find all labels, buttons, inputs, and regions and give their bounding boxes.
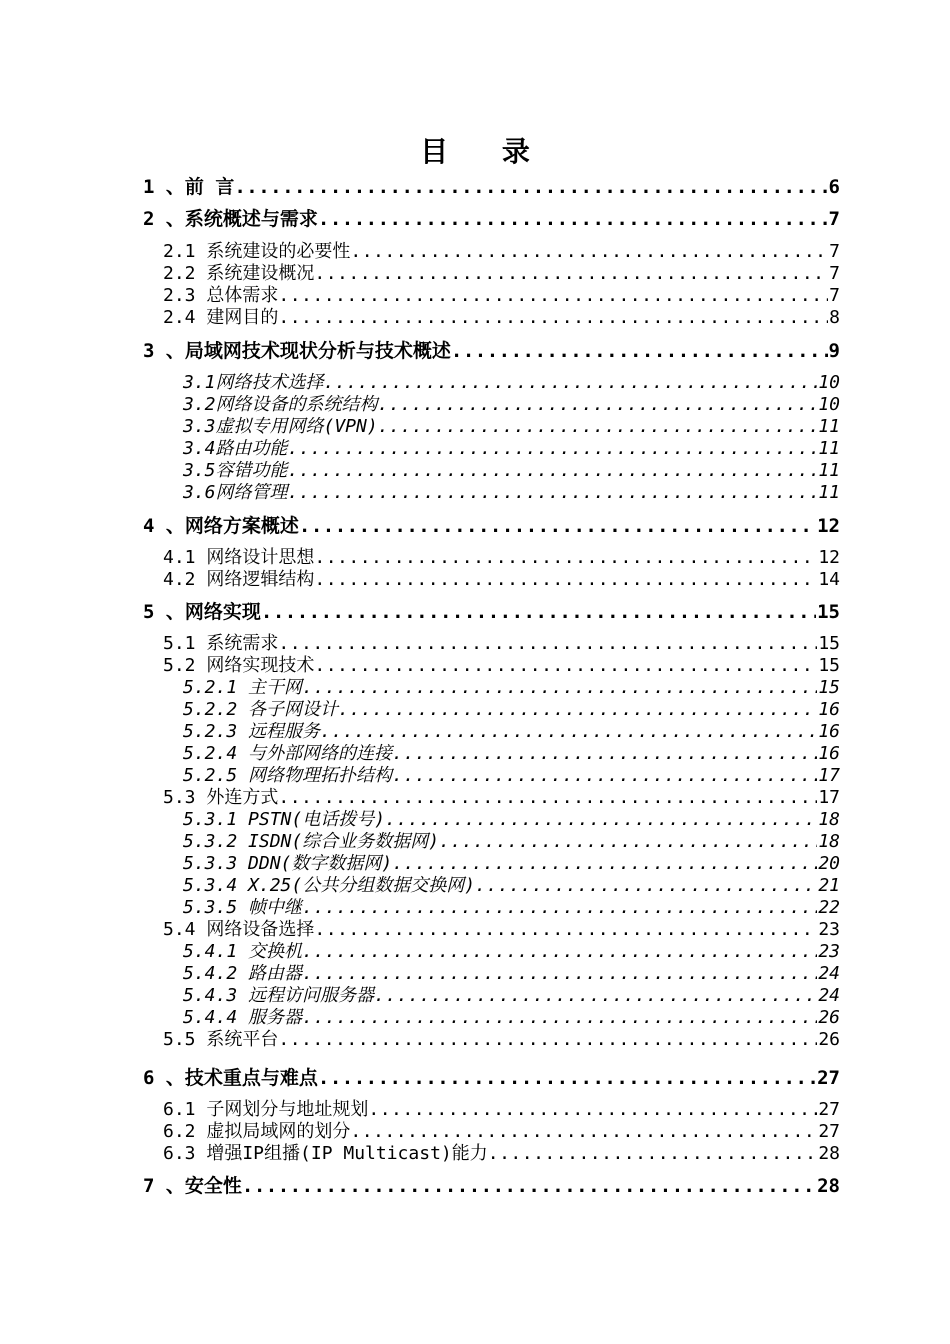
toc-entry-page-number: 26	[818, 1007, 840, 1028]
toc-entry-page-number: 18	[818, 831, 840, 852]
toc-entry-page-number: 10	[818, 394, 840, 415]
toc-entry-page-number: 12	[817, 515, 840, 537]
toc-entry-label: 3.3虚拟专用网络(VPN)	[183, 416, 378, 437]
toc-entry[interactable]	[163, 565, 840, 591]
toc-entry-page-number: 11	[818, 416, 840, 437]
toc-entry-label: 2.1 系统建设的必要性	[163, 241, 351, 262]
toc-entry-label: 3 、局域网技术现状分析与技术概述	[143, 340, 451, 362]
toc-entry-page-number: 22	[818, 897, 840, 918]
dot-leader	[288, 482, 818, 503]
toc-entry-page-number: 9	[828, 340, 840, 362]
toc-entry-label: 5.2.5 网络物理拓扑结构	[183, 765, 393, 786]
toc-entry[interactable]	[143, 336, 840, 363]
toc-entry-label: 5.5 系统平台	[163, 1029, 279, 1050]
toc-entry-page-number: 15	[817, 601, 840, 623]
toc-entry-page-number: 16	[818, 699, 840, 720]
toc-entry-page-number: 7	[829, 263, 840, 284]
toc-entry-page-number: 15	[818, 633, 840, 654]
toc-entry-label: 1 、前 言	[143, 176, 235, 198]
toc-entry-page-number: 27	[818, 1099, 840, 1120]
toc-entry-page-number: 27	[817, 1067, 840, 1089]
toc-entry-label: 5.4.2 路由器	[183, 963, 303, 984]
dot-leader	[299, 515, 816, 537]
toc-entry-label: 3.1网络技术选择	[183, 372, 324, 393]
toc-entry-label: 5.3.5 帧中继	[183, 897, 303, 918]
toc-entry-label: 5.2.2 各子网设计	[183, 699, 339, 720]
dot-leader	[278, 1029, 817, 1050]
toc-entry-page-number: 7	[828, 208, 840, 230]
toc-entry-label: 7 、安全性	[143, 1175, 242, 1197]
toc-entry-page-number: 23	[818, 919, 840, 940]
toc-entry-label: 5.1 系统需求	[163, 633, 279, 654]
dot-leader	[318, 1067, 816, 1089]
toc-entry-label: 4 、网络方案概述	[143, 515, 299, 537]
toc-entry[interactable]	[143, 1063, 840, 1090]
toc-entry-page-number: 24	[818, 985, 840, 1006]
toc-entry-label: 5.3 外连方式	[163, 787, 279, 808]
toc-entry-label: 5.2.1 主干网	[183, 677, 303, 698]
toc-entry-page-number: 27	[818, 1121, 840, 1142]
toc-entry-page-number: 7	[829, 285, 840, 306]
toc-entry-label: 6 、技术重点与难点	[143, 1067, 318, 1089]
toc-entry[interactable]	[143, 1171, 840, 1198]
toc-entry-label: 5.2.3 远程服务	[183, 721, 321, 742]
toc-entry-label: 6.1 子网划分与地址规划	[163, 1099, 369, 1120]
toc-entry-label: 5 、网络实现	[143, 601, 261, 623]
toc-entry-page-number: 11	[818, 460, 840, 481]
toc-entry[interactable]	[163, 303, 840, 329]
toc-entry-page-number: 17	[818, 765, 840, 786]
dot-leader	[451, 340, 828, 362]
toc-entry-page-number: 7	[829, 241, 840, 262]
toc-entry-label: 2.3 总体需求	[163, 285, 279, 306]
toc-entry-label: 5.4.3 远程访问服务器	[183, 985, 375, 1006]
dot-leader	[488, 1143, 818, 1164]
toc-entry-page-number: 18	[818, 809, 840, 830]
dot-leader	[278, 307, 828, 328]
toc-title: 目 录	[420, 135, 552, 168]
toc-entry-page-number: 28	[818, 1143, 840, 1164]
toc-entry-label: 5.2.4 与外部网络的连接	[183, 743, 393, 764]
dot-leader	[242, 1175, 816, 1197]
toc-entry[interactable]	[163, 1139, 840, 1165]
toc-entry[interactable]	[163, 1025, 840, 1051]
toc-entry-label: 5.3.3 DDN(数字数据网)	[183, 853, 393, 874]
toc-entry-label: 3.2网络设备的系统结构	[183, 394, 378, 415]
toc-entry-page-number: 15	[818, 677, 840, 698]
toc-entry-label: 5.3.1 PSTN(电话拨号)	[183, 809, 386, 830]
dot-leader	[234, 176, 827, 198]
toc-entry-page-number: 16	[818, 721, 840, 742]
toc-entry[interactable]	[143, 204, 840, 231]
toc-entry-page-number: 8	[829, 307, 840, 328]
toc-entry-label: 6.2 虚拟局域网的划分	[163, 1121, 351, 1142]
toc-entry-label: 2.2 系统建设概况	[163, 263, 315, 284]
toc-entry-page-number: 28	[817, 1175, 840, 1197]
toc-entry-page-number: 15	[818, 655, 840, 676]
toc-entry[interactable]	[143, 511, 840, 538]
toc-entry-label: 5.4.1 交换机	[183, 941, 303, 962]
toc-entry-label: 3.5容错功能	[183, 460, 288, 481]
toc-entry-label: 5.4.4 服务器	[183, 1007, 303, 1028]
toc-entry-page-number: 16	[818, 743, 840, 764]
toc-entry-page-number: 10	[818, 372, 840, 393]
toc-entry[interactable]	[143, 172, 840, 199]
dot-leader	[314, 569, 817, 590]
toc-entry-label: 5.4 网络设备选择	[163, 919, 315, 940]
dot-leader	[261, 601, 816, 623]
toc-entry-label: 4.2 网络逻辑结构	[163, 569, 315, 590]
toc-entry-label: 2.4 建网目的	[163, 307, 279, 328]
toc-entry-page-number: 11	[818, 438, 840, 459]
toc-entry-page-number: 26	[818, 1029, 840, 1050]
toc-entry-page-number: 12	[818, 547, 840, 568]
toc-entry-label: 6.3 增强IP组播(IP Multicast)能力	[163, 1143, 488, 1164]
toc-entry-label: 5.3.2 ISDN(综合业务数据网)	[183, 831, 440, 852]
toc-entry-label: 3.4路由功能	[183, 438, 288, 459]
toc-entry-page-number: 14	[818, 569, 840, 590]
toc-entry-page-number: 24	[818, 963, 840, 984]
toc-entry-page-number: 11	[818, 482, 840, 503]
toc-entry-label: 4.1 网络设计思想	[163, 547, 315, 568]
toc-entry-label: 3.6网络管理	[183, 482, 288, 503]
toc-entry-label: 5.3.4 X.25(公共分组数据交换网)	[183, 875, 476, 896]
toc-entry-label: 5.2 网络实现技术	[163, 655, 315, 676]
toc-entry-page-number: 23	[818, 941, 840, 962]
toc-entry-label: 2 、系统概述与需求	[143, 208, 318, 230]
toc-entry-page-number: 17	[818, 787, 840, 808]
toc-entry-page-number: 20	[818, 853, 840, 874]
toc-entry-page-number: 21	[818, 875, 840, 896]
dot-leader	[318, 208, 828, 230]
toc-entry[interactable]	[143, 597, 840, 624]
toc-entry[interactable]	[183, 478, 840, 504]
toc-entry-page-number: 6	[828, 176, 840, 198]
